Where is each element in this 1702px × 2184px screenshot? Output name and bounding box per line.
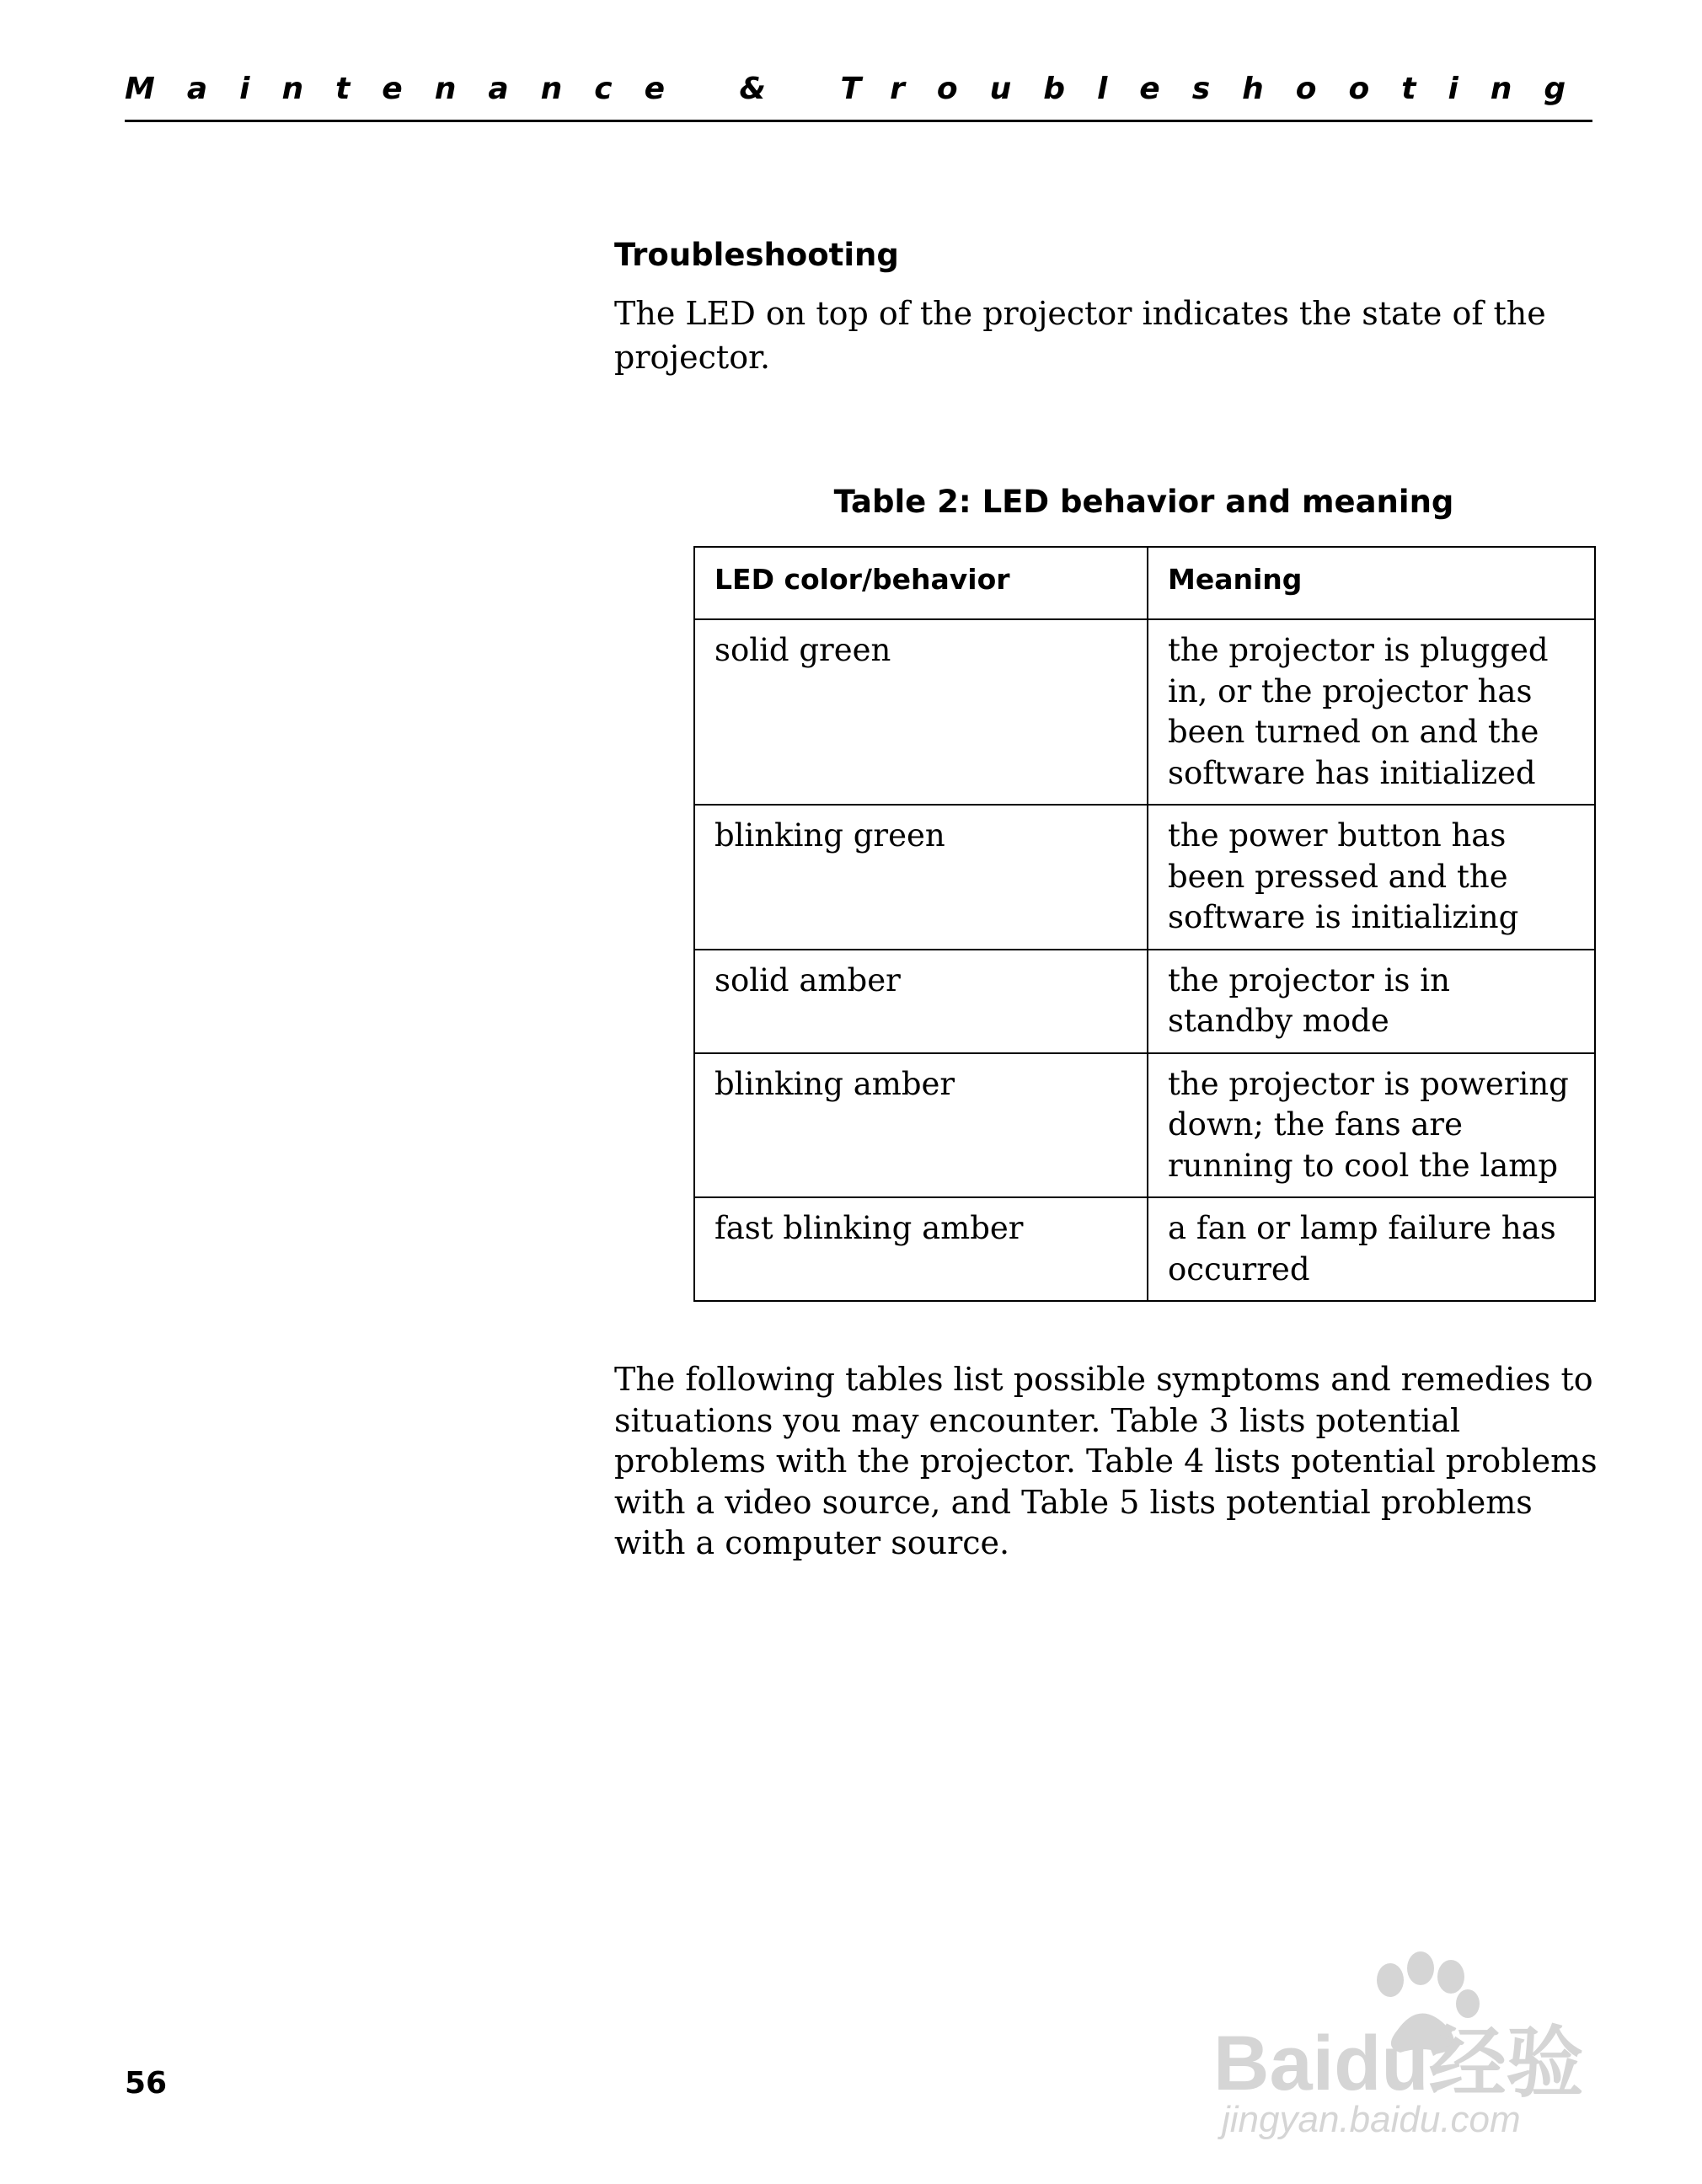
led-meaning-cell: the projector is in standby mode xyxy=(1148,950,1595,1053)
led-behavior-table xyxy=(693,546,1596,1302)
closing-paragraph: The following tables list possible symptoms and remedies to situations you may encounter. Table 3 lists potential problems with the projector. Table 4 lists potential problems with a video source, and Table 5 lists potential problems with a computer source. xyxy=(614,1361,1598,1561)
table-row xyxy=(694,1197,1595,1301)
table-header-row xyxy=(694,547,1595,619)
column-header-meaning: Meaning xyxy=(1148,547,1595,619)
watermark-main-text: Baidu经验 xyxy=(1213,2021,1584,2106)
page-number: 56 xyxy=(125,2066,168,2101)
table-row xyxy=(694,950,1595,1053)
running-header: Maintenance & Troubleshooting xyxy=(125,72,1598,106)
baidu-watermark-logo xyxy=(1205,1930,1626,2140)
table-row xyxy=(694,1053,1595,1198)
header-rule xyxy=(125,120,1592,122)
column-header-behavior: LED color/behavior xyxy=(694,547,1148,619)
led-behavior-cell: blinking green xyxy=(694,805,1148,950)
led-meaning-cell: the power button has been pressed and the software is initializing xyxy=(1148,805,1595,950)
table-row xyxy=(694,619,1595,805)
led-meaning-cell: the projector is plugged in, or the projector has been turned on and the software has initialized xyxy=(1148,619,1595,805)
watermark-url-text: jingyan.baidu.com xyxy=(1222,2099,1521,2140)
led-behavior-cell: solid green xyxy=(694,619,1148,805)
led-behavior-cell: fast blinking amber xyxy=(694,1197,1148,1301)
section-heading: Troubleshooting xyxy=(614,237,899,273)
table-row xyxy=(694,805,1595,950)
led-behavior-cell: solid amber xyxy=(694,950,1148,1053)
intro-paragraph: The LED on top of the projector indicates the state of the projector. xyxy=(614,295,1546,376)
led-behavior-cell: blinking amber xyxy=(694,1053,1148,1198)
led-meaning-cell: a fan or lamp failure has occurred xyxy=(1148,1197,1595,1301)
table-caption: Table 2: LED behavior and meaning xyxy=(833,484,1454,520)
led-meaning-cell: the projector is powering down; the fans are running to cool the lamp xyxy=(1148,1053,1595,1198)
